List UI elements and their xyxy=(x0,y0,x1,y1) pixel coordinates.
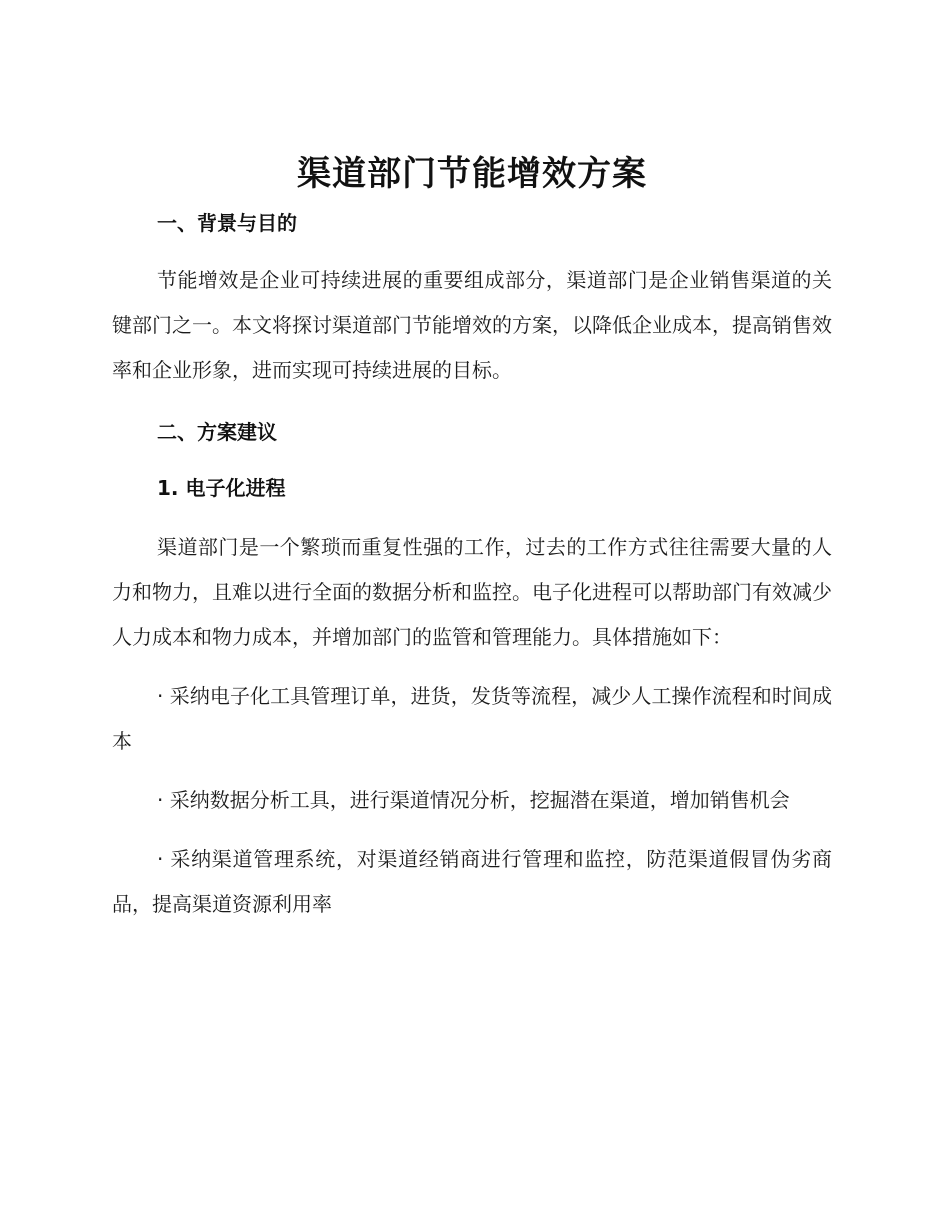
section-heading-background: 一、背景与目的 xyxy=(157,211,297,235)
bullet-item-channel-system: · 采纳渠道管理系统，对渠道经销商进行管理和监控，防范渠道假冒伪劣商品，提高渠道资源利用率 xyxy=(112,847,832,916)
document-title: 渠道部门节能增效方案 xyxy=(297,154,647,194)
bullet-item-order-tools: · 采纳电子化工具管理订单，进货，发货等流程，减少人工操作流程和时间成本 xyxy=(112,684,832,753)
subsection-heading-digitization: 1. 电子化进程 xyxy=(157,476,286,500)
bullet-item-data-analysis: · 采纳数据分析工具，进行渠道情况分析，挖掘潜在渠道，增加销售机会 xyxy=(157,788,790,812)
paragraph-digitization: 渠道部门是一个繁琐而重复性强的工作，过去的工作方式往往需要大量的人力和物力，且难以进行全面的数据分析和监控。电子化进程可以帮助部门有效减少人力成本和物力成本，并增加部门的监管和管理能力。具体措施如下： xyxy=(112,535,832,649)
document-body xyxy=(112,148,832,927)
paragraph-background: 节能增效是企业可持续进展的重要组成部分，渠道部门是企业销售渠道的关键部门之一。本文将探讨渠道部门节能增效的方案，以降低企业成本，提高销售效率和企业形象，进而实现可持续进展的目标。 xyxy=(112,268,832,382)
section-heading-proposal: 二、方案建议 xyxy=(157,420,277,444)
